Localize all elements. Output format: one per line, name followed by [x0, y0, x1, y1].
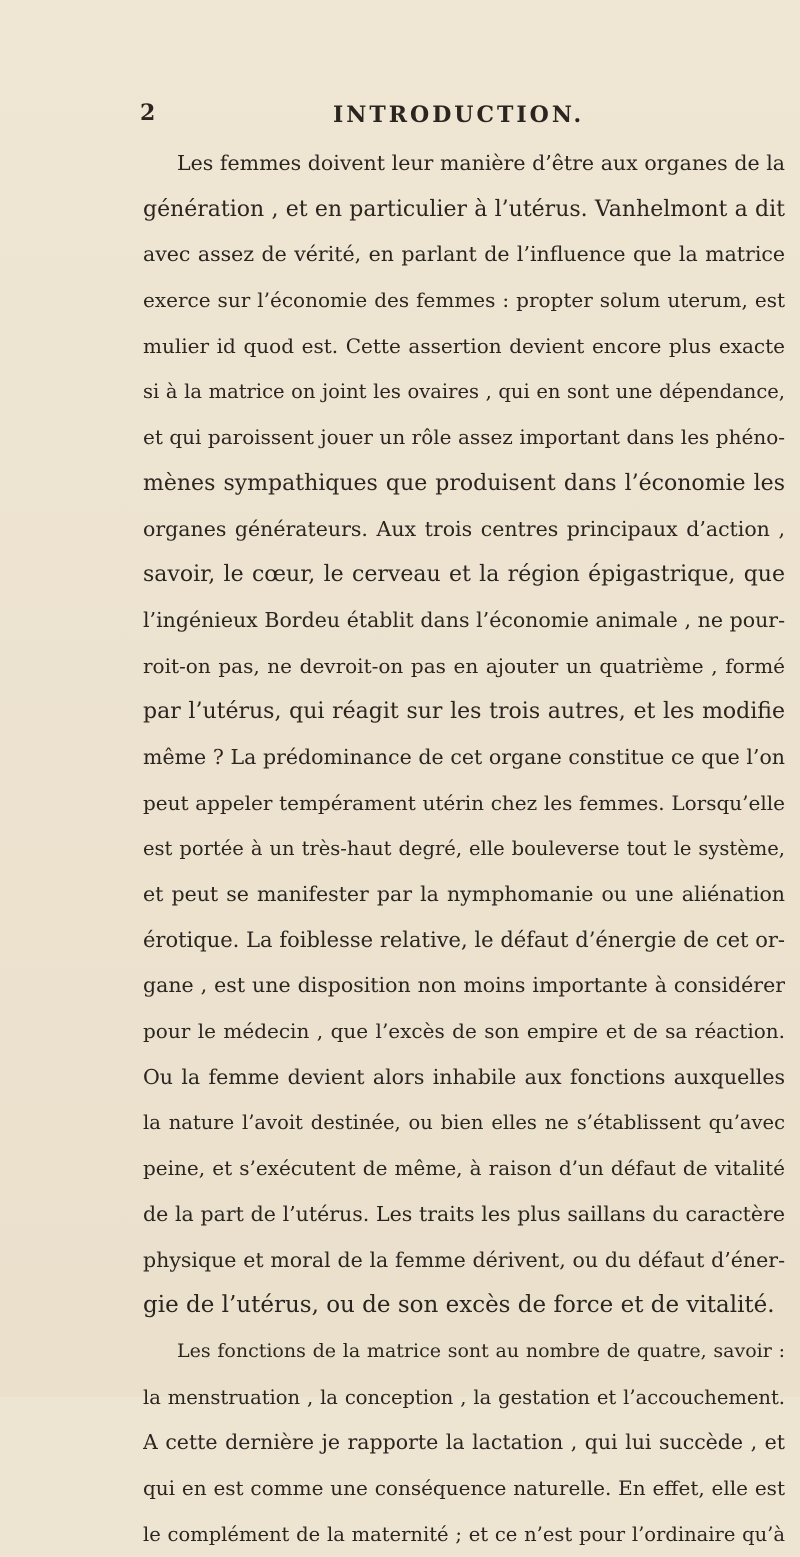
text-line: si à la matrice on joint les ovaires , qui en sont une dépendance,: [143, 380, 785, 404]
text-line: et peut se manifester par la nymphomanie ou une aliénation: [143, 882, 785, 906]
text-line: gie de l’utérus, ou de son excès de force et de vitalité.: [143, 1292, 775, 1319]
text-line: par l’utérus, qui réagit sur les trois autres, et les modifie: [143, 699, 785, 725]
text-line: qui en est comme une conséquence naturelle. En effet, elle est: [143, 1475, 785, 1500]
text-line: organes générateurs. Aux trois centres principaux d’action ,: [143, 516, 785, 541]
running-head: INTRODUCTION.: [333, 102, 585, 128]
text-line: peut appeler tempérament utérin chez les femmes. Lorsqu’elle: [143, 790, 785, 815]
text-line: Les femmes doivent leur manière d’être aux organes de la: [177, 151, 785, 175]
text-line: le complément de la maternité ; et ce n’est pour l’ordinaire qu’à: [143, 1522, 785, 1546]
page-header: [0, 100, 800, 140]
text-line: Ou la femme devient alors inhabile aux fonctions auxquelles: [143, 1064, 785, 1089]
text-line: mènes sympathiques que produisent dans l’économie les: [143, 470, 785, 496]
text-line: génération , et en particulier à l’utérus. Vanhelmont a dit: [143, 196, 785, 222]
text-line: A cette dernière je rapporte la lactation , qui lui succède , et: [143, 1430, 785, 1455]
text-line: pour le médecin , que l’excès de son empire et de sa réaction.: [143, 1019, 785, 1044]
text-line: l’ingénieux Bordeu établit dans l’économie animale , ne pour-: [143, 607, 785, 632]
text-line: est portée à un très-haut degré, elle bouleverse tout le système,: [143, 837, 785, 861]
text-line: la nature l’avoit destinée, ou bien elles ne s’établissent qu’avec: [143, 1111, 785, 1135]
text-line: avec assez de vérité, en parlant de l’influence que la matrice: [143, 242, 785, 267]
text-line: de la part de l’utérus. Les traits les plus saillans du caractère: [143, 1201, 785, 1226]
text-line: physique et moral de la femme dérivent, ou du défaut d’éner-: [143, 1247, 785, 1272]
text-line: et qui paroissent jouer un rôle assez important dans les phéno-: [143, 425, 785, 450]
page-number: 2: [140, 100, 157, 126]
text-line: même ? La prédominance de cet organe constitue ce que l’on: [143, 744, 785, 769]
text-line: savoir, le cœur, le cerveau et la région épigastrique, que: [143, 562, 785, 588]
text-line: la menstruation , la conception , la gestation et l’accouchement.: [143, 1385, 785, 1409]
body-text: [143, 141, 785, 1557]
text-line: roit-on pas, ne devroit-on pas en ajouter un quatrième , formé: [143, 653, 785, 678]
text-line: gane , est une disposition non moins importante à considérer: [143, 973, 785, 998]
text-line: érotique. La foiblesse relative, le défaut d’énergie de cet or-: [143, 927, 785, 952]
text-line: exerce sur l’économie des femmes : propter solum uterum, est: [143, 288, 785, 313]
text-line: mulier id quod est. Cette assertion devient encore plus exacte: [143, 333, 785, 358]
text-line: Les fonctions de la matrice sont au nombre de quatre, savoir :: [177, 1339, 785, 1362]
text-line: peine, et s’exécutent de même, à raison d’un défaut de vitalité: [143, 1156, 785, 1181]
